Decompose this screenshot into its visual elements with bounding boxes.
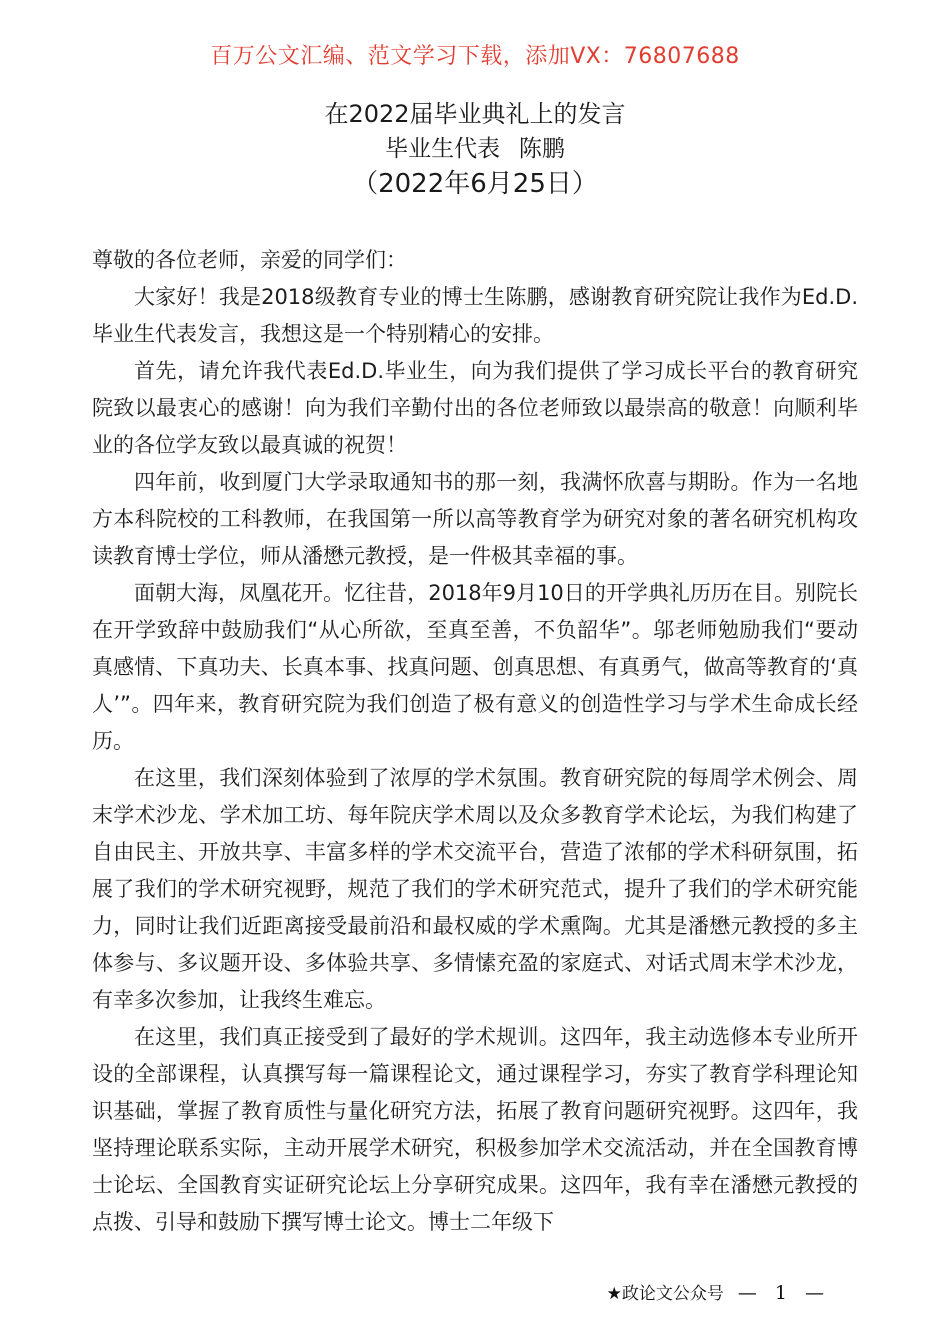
doc-title: 在2022届毕业典礼上的发言 (324, 100, 626, 128)
body-paragraph: 在这里，我们真正接受到了最好的学术规训。这四年，我主动选修本专业所开设的全部课程，认真撰写每一篇课程论文，通过课程学习，夯实了教育学科理论知识基础，掌握了教育质性与量化研究方法，拓展了教育问题研究视野。这四年，我坚持理论联系实际，主动开展学术研究，积极参加学术交流活动，并在全国教育博士论坛、全国教育实证研究论坛上分享研究成果。这四年，我有幸在潘懋元教授的点拨、引导和鼓励下撰写博士论文。博士二年级下 (92, 1025, 858, 1234)
watermark-text: 百万公文汇编、范文学习下载，添加VX：76807688 (210, 44, 740, 69)
salutation-line: 尊敬的各位老师，亲爱的同学们： (92, 248, 407, 272)
body-paragraph: 面朝大海，凤凰花开。忆往昔，2018年9月10日的开学典礼历历在目。别院长在开学致辞中鼓励我们“从心所欲，至真至善，不负韶华”。邬老师勉励我们“要动真感情、下真功夫、长真本事、找真问题、创真思想、有真勇气，做高等教育的‘真人’”。四年来，教育研究院为我们创造了极有意义的创造性学习与学术生命成长经历。 (92, 581, 858, 753)
page-footer (607, 1282, 830, 1305)
document-body (92, 242, 858, 1241)
doc-date-line: （2022年6月25日） (352, 169, 598, 199)
body-paragraph: 四年前，收到厦门大学录取通知书的那一刻，我满怀欣喜与期盼。作为一名地方本科院校的工科教师，在我国第一所以高等教育学为研究对象的著名研究机构攻读教育博士学位，师从潘懋元教授，是一件极其幸福的事。 (92, 470, 858, 568)
body-paragraph: 首先，请允许我代表Ed.D.毕业生，向为我们提供了学习成长平台的教育研究院致以最衷心的感谢！向为我们辛勤付出的各位老师致以最崇高的敬意！向顺利毕业的各位学友致以最真诚的祝贺！ (92, 359, 858, 457)
doc-speaker-line: 毕业生代表 陈鹏 (385, 136, 565, 162)
footer-source-label: ★政论文公众号 (606, 1284, 724, 1304)
footer-page-number: — 1 — (737, 1282, 830, 1304)
body-paragraph: 在这里，我们深刻体验到了浓厚的学术氛围。教育研究院的每周学术例会、周末学术沙龙、学术加工坊、每年院庆学术周以及众多教育学术论坛，为我们构建了自由民主、开放共享、丰富多样的学术交流平台，营造了浓郁的学术科研氛围，拓展了我们的学术研究视野，规范了我们的学术研究范式，提升了我们的学术研究能力，同时让我们近距离接受最前沿和最权威的学术熏陶。尤其是潘懋元教授的多主体参与、多议题开设、多体验共享、多情愫充盈的家庭式、对话式周末学术沙龙，有幸多次参加，让我终生难忘。 (92, 766, 858, 1012)
body-paragraph: 大家好！我是2018级教育专业的博士生陈鹏，感谢教育研究院让我作为Ed.D.毕业生代表发言，我想这是一个特别精心的安排。 (92, 285, 858, 346)
